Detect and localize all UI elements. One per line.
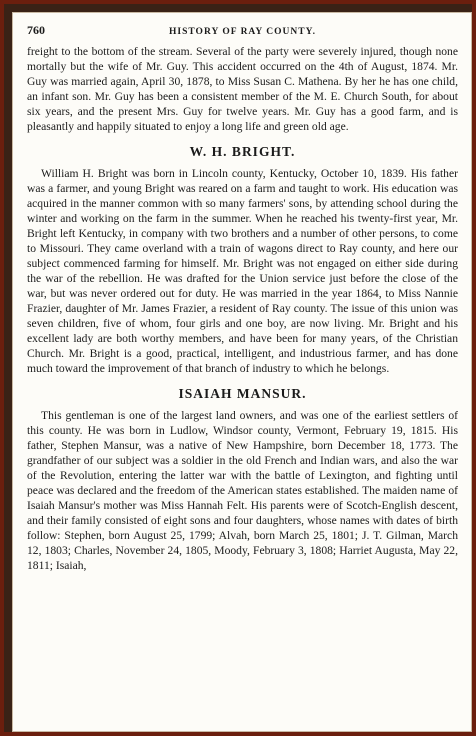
mansur-biography: This gentleman is one of the largest land owners, and was one of the earliest settlers of this county. He was born in Ludlow, Windsor county, Vermont, February 19, 1815. His father, Stephen Mansur, was a native of New Hampshire, born December 18, 1773. The grandfather of our subject was a soldier in the old French and Indian wars, and also the war of the Revolution, entering the latter war with the battle of Lexington, and fighting until peace was declared and the freedom of the American states established. The maiden name of Isaiah Mansur's mother was Miss Hannah Felt. His parents were of Scotch-English descent, and their family consisted of eight sons and four daughters, whose names with dates of birth follow: Stephen, born August 25, 1799; Alvah, born March 25, 1801; J. T. Gilman, March 12, 1803; Charles, November 24, 1805, Moody, February 3, 1808; Harriet Augusta, May 22, 1811; Isaiah, [27, 409, 458, 572]
page-number: 760 [27, 23, 45, 37]
book-page [12, 12, 472, 732]
running-head [27, 23, 458, 41]
bright-biography: William H. Bright was born in Lincoln county, Kentucky, October 10, 1839. His father was a farmer, and young Bright was reared on a farm and taught to work. His education was acquired in the manner common with so many farmers' sons, by attending school during the winter and working on the farm in the summer. When he reached his twenty-first year, Mr. Bright left Kentucky, in company with two brothers and a number of other persons, to come to Missouri. They came overland with a train of wagons direct to Ray county, and here our subject commenced farming for himself. Mr. Bright was not engaged on either side during the war of the rebellion. He was drafted for the Union service just before the close of the war, but was never ordered out for duty. He was married in the year 1864, to Miss Nannie Frazier, daughter of Mr. James Frazier, a resident of Ray county. The issue of this union was seven children, five of whom, four girls and one boy, are now living. Mr. Bright and his excellent lady are both worthy members, and have been for many years, of the Christian Church. Mr. Bright is a good, practical, intelligent, and industrious farmer, and has done much toward the improvement of that branch of industry to which he belongs. [27, 167, 458, 375]
running-head-title: HISTORY OF RAY COUNTY. [169, 27, 316, 37]
bright-section-title: W. H. BRIGHT. [189, 144, 296, 159]
mansur-section-title: ISAIAH MANSUR. [178, 386, 307, 401]
guy-biography-continued: freight to the bottom of the stream. Several of the party were severely injured, though none mortally but the wife of Mr. Guy. This accident occurred on the 4th of August, 1874. Mr. Guy was married again, April 30, 1878, to Miss Susan C. Mathena. By her he has one child, an infant son. Mr. Guy has been a consistent member of the M. E. Church South, for about six years, and the present Mrs. Guy for twelve years. Mr. Guy has a good farm, and is pleasantly and happily situated to enjoy a long life and green old age. [27, 45, 458, 133]
